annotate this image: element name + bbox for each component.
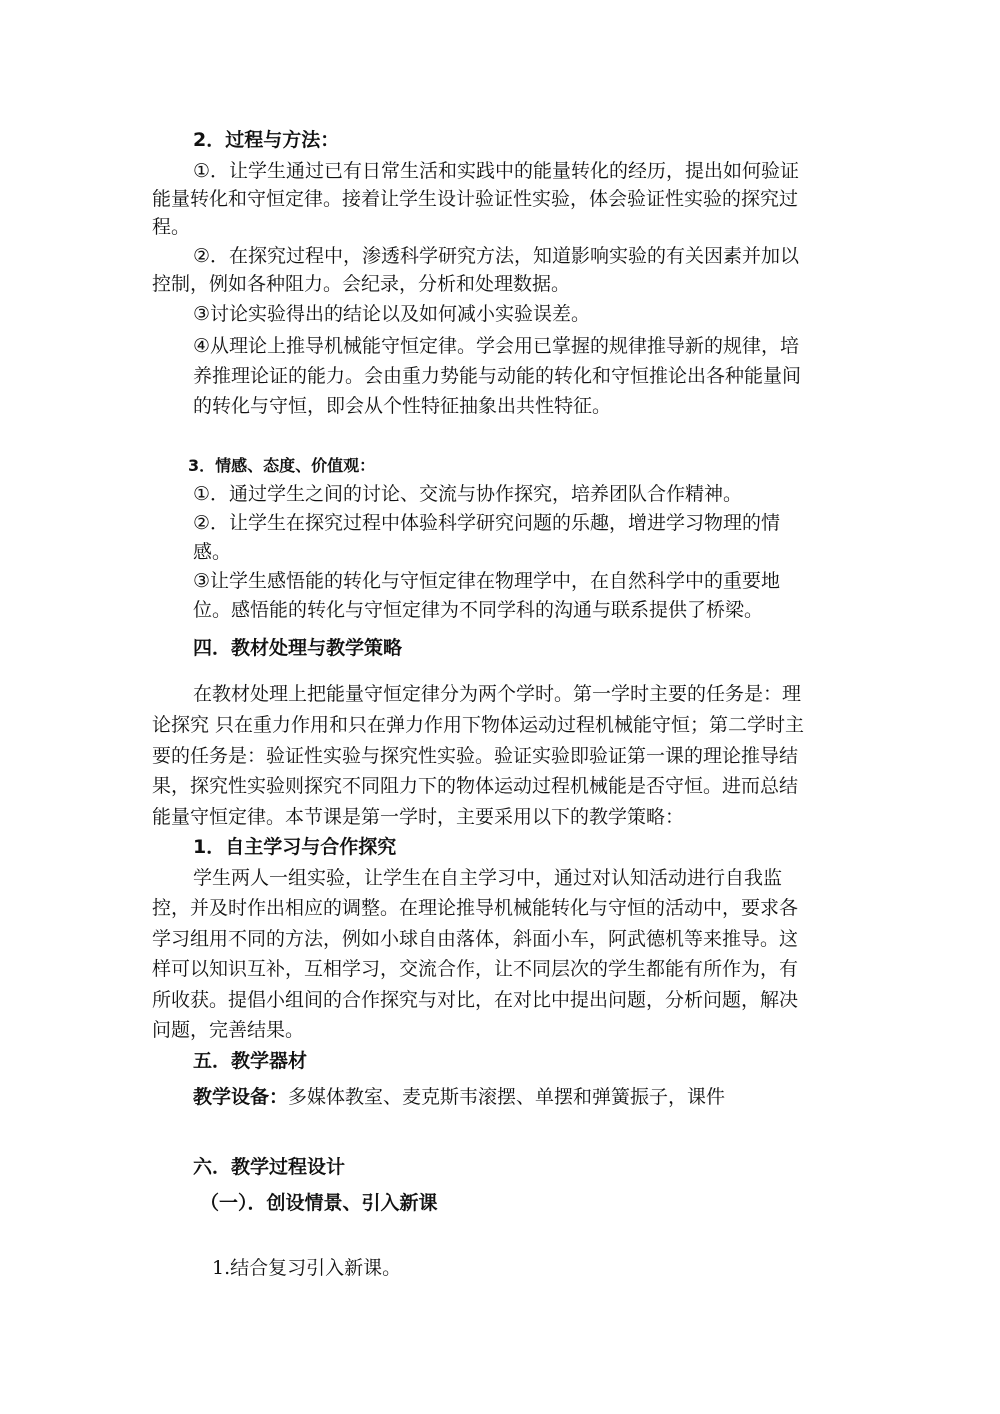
section-heading-emotion: 3．情感、态度、价值观： <box>188 456 376 475</box>
equipment-value: 多媒体教室、麦克斯韦滚摆、单摆和弹簧振子，课件 <box>288 1086 726 1108</box>
six-sub-heading: （一）．创设情景、引入新课 <box>200 1192 438 1214</box>
process-item-4-line-2: 养推理论证的能力。会由重力势能与动能的转化和守恒推论出各种能量间 <box>193 365 802 387</box>
four-sub-paragraph-line-5: 所收获。提倡小组间的合作探究与对比，在对比中提出问题，分析问题，解决 <box>152 989 799 1011</box>
emotion-item-2-line-1: ②．让学生在探究过程中体验科学研究问题的乐趣，增进学习物理的情 <box>193 512 781 534</box>
section-heading-six: 六．教学过程设计 <box>193 1156 346 1178</box>
six-item-1: 1.结合复习引入新课。 <box>212 1257 402 1279</box>
process-item-1-line-1: ①．让学生通过已有日常生活和实践中的能量转化的经历，提出如何验证 <box>193 160 800 182</box>
process-item-1-line-2: 能量转化和守恒定律。接着让学生设计验证性实验，体会验证性实验的探究过 <box>152 188 799 210</box>
four-sub-paragraph-line-6: 问题，完善结果。 <box>152 1019 305 1041</box>
four-sub-paragraph-line-3: 学习组用不同的方法，例如小球自由落体，斜面小车，阿武德机等来推导。这 <box>152 928 799 950</box>
process-item-3: ③讨论实验得出的结论以及如何减小实验误差。 <box>193 303 591 325</box>
process-item-2-line-1: ②．在探究过程中，渗透科学研究方法，知道影响实验的有关因素并加以 <box>193 245 800 267</box>
four-sub-paragraph-line-1: 学生两人一组实验，让学生在自主学习中，通过对认知活动进行自我监 <box>193 867 783 889</box>
four-sub-paragraph-line-4: 样可以知识互补，互相学习，交流合作，让不同层次的学生都能有所作为，有 <box>152 958 799 980</box>
section-heading-process-method: 2．过程与方法： <box>193 129 340 151</box>
equipment-line <box>193 1085 725 1109</box>
four-paragraph-line-2: 论探究 只在重力作用和只在弹力作用下物体运动过程机械能守恒；第二学时主 <box>152 714 805 736</box>
process-item-4-line-3: 的转化与守恒，即会从个性特征抽象出共性特征。 <box>193 395 612 417</box>
section-heading-four: 四．教材处理与教学策略 <box>193 637 403 659</box>
four-sub-heading: 1．自主学习与合作探究 <box>193 836 397 858</box>
process-item-2-line-2: 控制，例如各种阻力。会纪录，分析和处理数据。 <box>152 273 571 295</box>
emotion-item-3-line-1: ③让学生感悟能的转化与守恒定律在物理学中，在自然科学中的重要地 <box>193 570 781 592</box>
process-item-1-line-3: 程。 <box>152 216 191 238</box>
emotion-item-2-line-2: 感。 <box>193 541 232 563</box>
emotion-item-3-line-2: 位。感悟能的转化与守恒定律为不同学科的沟通与联系提供了桥梁。 <box>193 599 764 621</box>
four-sub-paragraph-line-2: 控，并及时作出相应的调整。在理论推导机械能转化与守恒的活动中，要求各 <box>152 897 799 919</box>
four-paragraph-line-1: 在教材处理上把能量守恒定律分为两个学时。第一学时主要的任务是：理 <box>193 683 802 705</box>
section-heading-five: 五．教学器材 <box>193 1050 308 1072</box>
equipment-label: 教学设备： <box>193 1086 289 1108</box>
four-paragraph-line-5: 能量守恒定律。本节课是第一学时，主要采用以下的教学策略： <box>152 806 685 828</box>
four-paragraph-line-4: 果，探究性实验则探究不同阻力下的物体运动过程机械能是否守恒。进而总结 <box>152 775 799 797</box>
process-item-4-line-1: ④从理论上推导机械能守恒定律。学会用已掌握的规律推导新的规律，培 <box>193 335 800 357</box>
four-paragraph-line-3: 要的任务是：验证性实验与探究性实验。验证实验即验证第一课的理论推导结 <box>152 745 799 767</box>
emotion-item-1: ①．通过学生之间的讨论、交流与协作探究，培养团队合作精神。 <box>193 483 743 505</box>
